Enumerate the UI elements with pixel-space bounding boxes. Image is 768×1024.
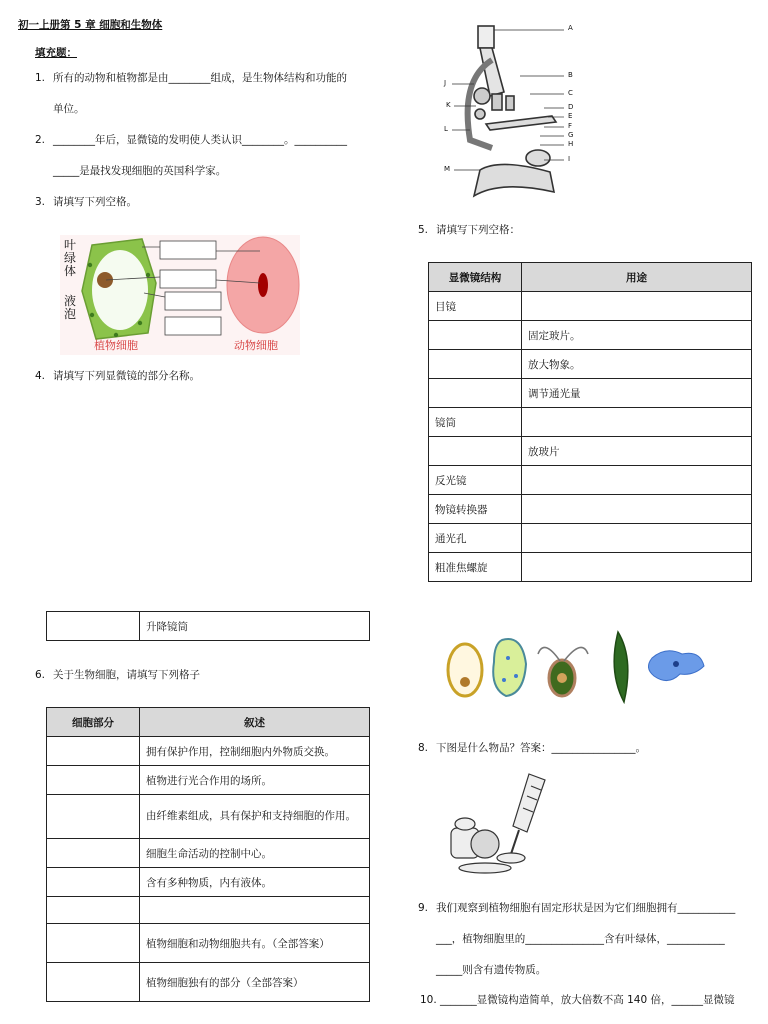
- answer-box-1: [160, 241, 216, 259]
- fine-knob-icon: [475, 109, 485, 119]
- table-cell: 反光镜: [429, 466, 522, 495]
- answer-box-2: [160, 270, 216, 288]
- table-cell: [47, 868, 140, 897]
- label-m: M: [444, 165, 451, 173]
- q9-line1: 我们观察到植物细胞有固定形状是因为它们细胞拥有___________: [436, 902, 736, 914]
- q8-number: 8.: [418, 742, 429, 754]
- table-cell: [140, 897, 370, 924]
- microscope-table: [428, 262, 752, 582]
- organisms-svg: [440, 618, 720, 708]
- microscope-table-continued: [46, 611, 370, 641]
- table-cell: 目镜: [429, 292, 522, 321]
- table-cell: [47, 795, 140, 839]
- q9-line2: ___，植物细胞里的_______________含有叶绿体，___________: [436, 933, 725, 945]
- q4-text: 请填写下列显微镜的部分名称。: [53, 370, 200, 382]
- table-row: [429, 437, 752, 466]
- label-c: C: [568, 89, 573, 97]
- table-row: [429, 524, 752, 553]
- table-cell: [522, 524, 752, 553]
- table-cell: [522, 466, 752, 495]
- q5-number: 5.: [418, 224, 429, 236]
- table-cell: 由纤维素组成，具有保护和支持细胞的作用。: [140, 795, 370, 839]
- table6-header: 细胞部分: [47, 708, 140, 737]
- chloroplast-icon: [138, 321, 142, 325]
- table-cell: [47, 737, 140, 766]
- microscope-svg: [440, 20, 580, 205]
- label-j: J: [444, 79, 447, 87]
- cell-parts-table: [46, 707, 370, 1002]
- table-row: [47, 924, 370, 963]
- animal-nucleus-icon: [258, 273, 268, 297]
- table-row: [429, 466, 752, 495]
- table-cell: 拥有保护作用，控制细胞内外物质交换。: [140, 737, 370, 766]
- section-heading: 填充题：: [35, 47, 77, 59]
- table-row: [429, 495, 752, 524]
- table-row: [47, 868, 370, 897]
- table-cell: 植物进行光合作用的场所。: [140, 766, 370, 795]
- euglena-icon: [614, 632, 628, 702]
- table-cell: [522, 553, 752, 582]
- eyepiece-icon: [478, 26, 494, 48]
- q1-line1: 所有的动物和植物都是由________组成，是生物体结构和功能的: [53, 72, 347, 84]
- table-cell: 升降镜筒: [140, 612, 370, 641]
- q10-text: _______显微镜构造简单，放大倍数不高 140 倍，______显微镜: [440, 994, 735, 1006]
- table-row: [47, 839, 370, 868]
- table-cell: [47, 963, 140, 1002]
- paramecium-icon: [493, 639, 526, 696]
- table-cell: 调节通光量: [522, 379, 752, 408]
- label-g: G: [568, 131, 574, 139]
- table-row: [429, 292, 752, 321]
- label-e: E: [568, 112, 573, 120]
- old-microscope-tube-icon: [513, 774, 545, 832]
- table-cell: 放大物象。: [522, 350, 752, 379]
- old-microscope-svg: [445, 768, 565, 878]
- q9-line3: _____则含有遗传物质。: [436, 964, 547, 976]
- table-cell: [47, 897, 140, 924]
- table5-header: 显微镜结构: [429, 263, 522, 292]
- table-row: [429, 408, 752, 437]
- table-cell: [47, 924, 140, 963]
- vacuole-label: 液 泡: [64, 294, 77, 321]
- table-cell: 粗准焦螺旋: [429, 553, 522, 582]
- label-i: I: [568, 155, 571, 163]
- q9-number: 9.: [418, 902, 429, 914]
- q6-text: 关于生物细胞，请填写下列格子: [53, 669, 200, 681]
- animal-cell-caption: 动物细胞: [234, 339, 278, 352]
- table-cell: [429, 437, 522, 466]
- objective-icon: [492, 94, 502, 110]
- chloroplast-label: 叶 绿 体: [64, 238, 77, 278]
- yeast-icon: [448, 644, 482, 696]
- chloroplast-icon: [146, 273, 150, 277]
- q2-line1: ________年后，显微镜的发明使人类认识________。__________: [53, 134, 347, 146]
- mirror-icon: [526, 150, 550, 166]
- q3-text: 请填写下列空格。: [53, 196, 137, 208]
- table-row: [47, 766, 370, 795]
- table-cell: [522, 495, 752, 524]
- label-b: B: [568, 71, 573, 79]
- answer-box-3: [165, 292, 221, 310]
- table-cell: 固定玻片。: [522, 321, 752, 350]
- plant-cell-caption: 植物细胞: [94, 339, 138, 352]
- q4-number: 4.: [35, 370, 46, 382]
- chloroplast-icon: [88, 263, 92, 267]
- vacuole-icon: [92, 250, 148, 330]
- q1-line2: 单位。: [53, 103, 85, 115]
- page-title: 初一上册第 5 章 细胞和生物体: [18, 19, 163, 31]
- table-row: [47, 897, 370, 924]
- table-row: [429, 350, 752, 379]
- table-row: [47, 963, 370, 1002]
- q6-number: 6.: [35, 669, 46, 681]
- table-row: [429, 379, 752, 408]
- table-cell: [429, 321, 522, 350]
- answer-box-4: [165, 317, 221, 335]
- label-h: H: [568, 140, 574, 148]
- old-microscope-globe-icon: [471, 830, 499, 858]
- organisms-illustration: [440, 618, 720, 708]
- table-row: [429, 553, 752, 582]
- base-icon: [474, 164, 554, 196]
- table-row: [429, 321, 752, 350]
- table-cell: [429, 350, 522, 379]
- table-cell: 通光孔: [429, 524, 522, 553]
- cell-diagram: [60, 235, 300, 355]
- table-row: [47, 737, 370, 766]
- table5-header: 用途: [522, 263, 752, 292]
- leeuwenhoek-microscope-illustration: [445, 768, 565, 878]
- label-a: A: [568, 24, 573, 32]
- table-cell: 物镜转换器: [429, 495, 522, 524]
- table-cell: [47, 766, 140, 795]
- q2-number: 2.: [35, 134, 46, 146]
- table-cell: [47, 612, 140, 641]
- table-cell: 镜筒: [429, 408, 522, 437]
- q5-text: 请填写下列空格：: [436, 224, 520, 236]
- microscope-diagram: [440, 20, 580, 205]
- table-cell: 细胞生命活动的控制中心。: [140, 839, 370, 868]
- label-f: F: [568, 122, 573, 130]
- coarse-knob-icon: [474, 88, 490, 104]
- stage-icon: [486, 116, 556, 130]
- q10-number: 10.: [420, 994, 437, 1006]
- table-row: [47, 795, 370, 839]
- table-cell: [429, 379, 522, 408]
- table-cell: [47, 839, 140, 868]
- chloroplast-icon: [90, 313, 94, 317]
- q3-number: 3.: [35, 196, 46, 208]
- q8-text: 下图是什么物品？答案：________________。: [436, 742, 646, 754]
- label-k: K: [446, 101, 451, 109]
- q1-number: 1.: [35, 72, 46, 84]
- table-cell: [522, 292, 752, 321]
- table-cell: 含有多种物质，内有液体。: [140, 868, 370, 897]
- q2-line2: _____是最找发现细胞的英国科学家。: [53, 165, 227, 177]
- table-cell: 放玻片: [522, 437, 752, 466]
- label-l: L: [444, 125, 448, 133]
- table-row: [47, 612, 370, 641]
- table-cell: 植物细胞独有的部分（全部答案）: [140, 963, 370, 1002]
- table-cell: [522, 408, 752, 437]
- table6-header: 叙述: [140, 708, 370, 737]
- table-cell: 植物细胞和动物细胞共有。（全部答案）: [140, 924, 370, 963]
- label-d: D: [568, 103, 574, 111]
